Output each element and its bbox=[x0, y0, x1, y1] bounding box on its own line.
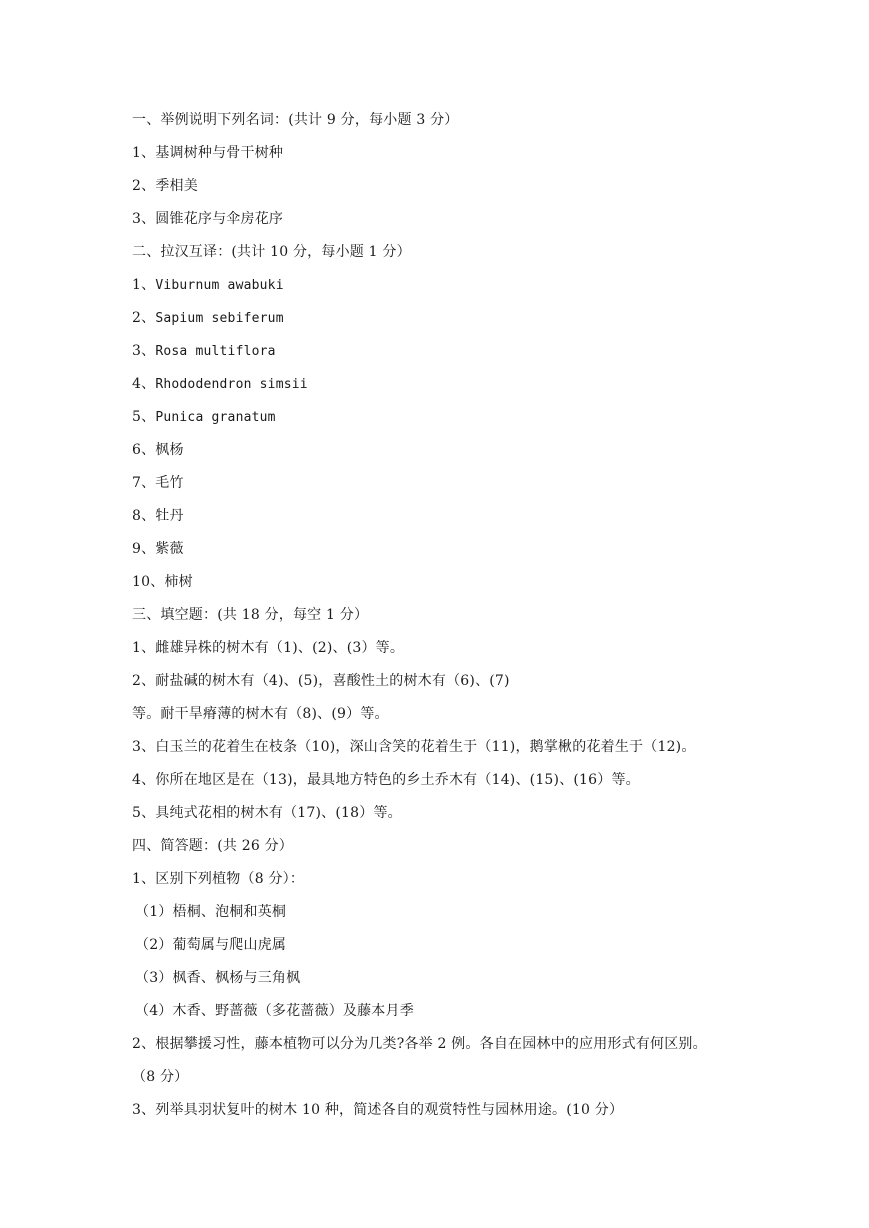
section-4-subitem: （4）木香、野蔷薇（多花蔷薇）及藤本月季 bbox=[135, 1003, 414, 1019]
section-1-item: 2、季相美 bbox=[132, 178, 198, 194]
section-1-item: 3、圆锥花序与伞房花序 bbox=[132, 211, 284, 227]
section-3-item: 2、耐盐碱的树木有（4)、(5)，喜酸性土的树木有（6)、(7) bbox=[132, 673, 510, 689]
section-2-chinese-item: 6、枫杨 bbox=[132, 442, 184, 458]
item-number: 1、 bbox=[132, 277, 156, 293]
section-1-item: 1、基调树种与骨干树种 bbox=[132, 145, 284, 161]
section-4-question-2-points: （8 分） bbox=[132, 1069, 189, 1085]
section-2-latin-item bbox=[132, 338, 832, 371]
section-3-item: 4、你所在地区是在（13)，最具地方特色的乡土乔木有（14)、(15)、(16）等。 bbox=[132, 772, 640, 788]
section-1-heading: 一、举例说明下列名词：(共计 9 分，每小题 3 分） bbox=[132, 112, 459, 128]
item-number: 3、 bbox=[132, 343, 156, 359]
item-number: 5、 bbox=[132, 409, 156, 425]
section-2-heading: 二、拉汉互译：(共计 10 分，每小题 1 分） bbox=[132, 244, 411, 260]
section-2-chinese-item: 10、柿树 bbox=[132, 574, 193, 590]
section-4-question-1: 1、区别下列植物（8 分）： bbox=[132, 871, 305, 887]
section-3-item: 3、白玉兰的花着生在枝条（10)，深山含笑的花着生于（11)，鹅掌楸的花着生于（12)。 bbox=[132, 739, 696, 755]
section-3-item-continuation: 等。耐干旱瘠薄的树木有（8)、(9）等。 bbox=[132, 706, 389, 722]
section-3-item: 5、具纯式花相的树木有（17)、(18）等。 bbox=[132, 805, 402, 821]
latin-name: Sapium sebiferum bbox=[155, 311, 284, 326]
section-4-subitem: （2）葡萄属与爬山虎属 bbox=[135, 937, 287, 953]
section-2-chinese-item: 7、毛竹 bbox=[132, 475, 184, 491]
item-number: 2、 bbox=[132, 310, 156, 326]
latin-name: Punica granatum bbox=[155, 410, 276, 425]
item-number: 4、 bbox=[132, 376, 156, 392]
section-2-latin-item bbox=[132, 272, 832, 305]
section-4-subitem: （3）枫香、枫杨与三角枫 bbox=[135, 970, 301, 986]
section-4-question-3: 3、列举具羽状复叶的树木 10 种，简述各自的观赏特性与园林用途。(10 分） bbox=[132, 1102, 624, 1118]
section-3-heading: 三、填空题：(共 18 分，每空 1 分） bbox=[132, 607, 369, 623]
latin-name: Rosa multiflora bbox=[155, 344, 276, 359]
latin-name: Rhododendron simsii bbox=[155, 377, 308, 392]
section-2-chinese-item: 8、牡丹 bbox=[132, 508, 184, 524]
section-2-chinese-item: 9、紫薇 bbox=[132, 541, 184, 557]
section-4-question-2: 2、根据攀援习性，藤本植物可以分为几类?各举 2 例。各自在园林中的应用形式有何区别。 bbox=[132, 1036, 707, 1052]
section-2-latin-item bbox=[132, 371, 832, 404]
latin-name: Viburnum awabuki bbox=[155, 278, 284, 293]
section-2-latin-item bbox=[132, 305, 832, 338]
section-2-latin-item bbox=[132, 404, 832, 437]
section-4-heading: 四、简答题：(共 26 分） bbox=[132, 838, 293, 854]
section-4-subitem: （1）梧桐、泡桐和英桐 bbox=[135, 904, 287, 920]
section-3-item: 1、雌雄异株的树木有（1)、(2)、(3）等。 bbox=[132, 640, 405, 656]
document-body bbox=[132, 107, 832, 1130]
